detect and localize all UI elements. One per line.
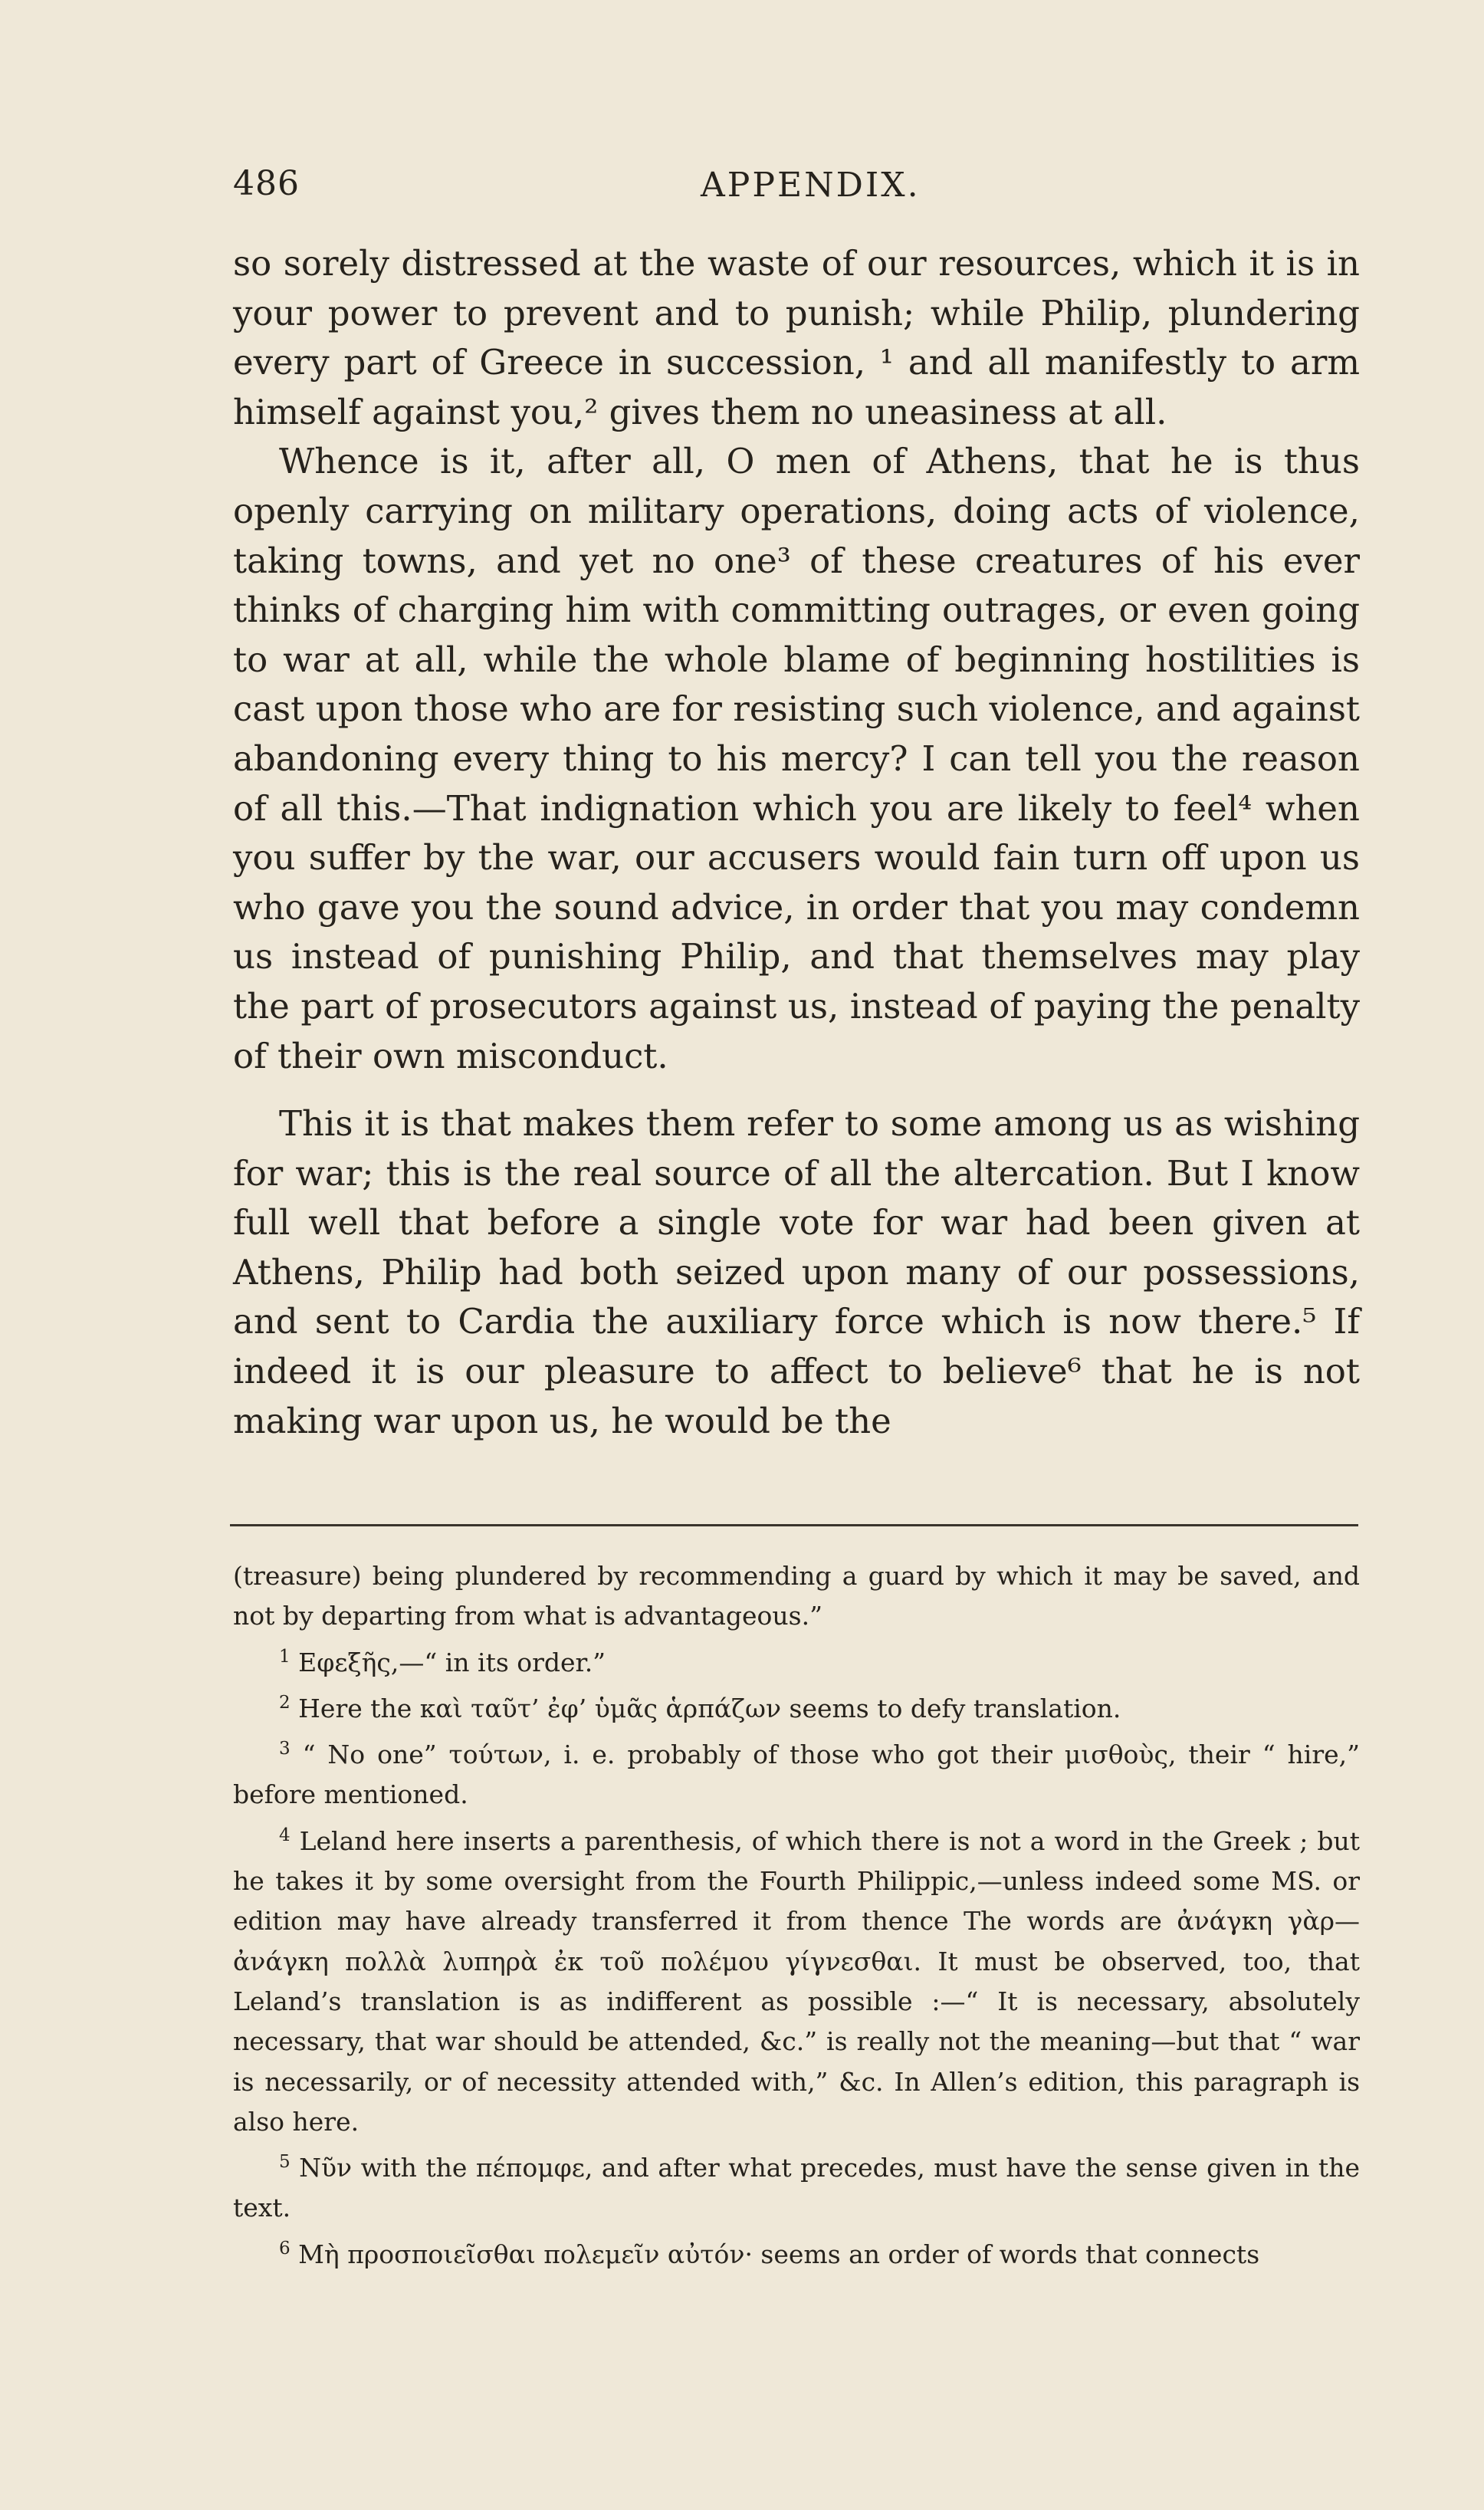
footnote xyxy=(233,1815,1360,2142)
page-header xyxy=(233,164,1360,210)
main-text xyxy=(233,239,1360,1446)
paragraph: so sorely distressed at the waste of our resources, which it is in your power to prevent and to punish; while Philip, plundering every part of Greece in succession, ¹ and all manifestly to arm himself against you,² gives them no uneasiness at all. xyxy=(233,243,1360,432)
footnotes xyxy=(233,1556,1360,2275)
footnote-mark: 2 xyxy=(279,1692,291,1713)
footnote xyxy=(233,1683,1360,1729)
running-title: APPENDIX. xyxy=(701,166,921,205)
footnote-text: “ No one” τούτων, i. e. probably of those who got their μισθοὺς, their “ hire,” before mentioned. xyxy=(233,1740,1360,1810)
footnote-mark: 4 xyxy=(279,1825,291,1845)
footnote xyxy=(233,1729,1360,1815)
footnote-mark: 1 xyxy=(279,1646,291,1667)
footnote xyxy=(233,2142,1360,2229)
footnote-continuation: (treasure) being plundered by recommending a guard by which it may be saved, and not by departing from what is advantageous.” xyxy=(233,1561,1360,1631)
footnote-text: Here the καὶ ταῦτ’ ἐφ’ ὑμᾶς ἁρπάζων seems to defy translation. xyxy=(298,1693,1121,1723)
footnote-mark: 3 xyxy=(279,1739,291,1759)
page-number: 486 xyxy=(233,164,300,203)
footnote-divider xyxy=(230,1524,1358,1526)
footnote-text: Leland here inserts a parenthesis, of which there is not a word in the Greek ; but he takes it by some oversight from the Fourth Philippic,—unless indeed some MS. or edition may have already transferred it from thence The words are ἀνάγκη γὰρ—ἀνάγκη πολλὰ λυπηρὰ ἐκ τοῦ πολέμου γίγνεσθαι. It must be observed, too, that Leland’s translation is as indifferent as possible :—“ It is necessary, absolutely necessary, that war should be attended, &c.” is really not the meaning—but that “ war is necessarily, or of necessity attended with,” &c. In Allen’s edition, this paragraph is also here. xyxy=(233,1825,1360,2137)
footnote xyxy=(233,1637,1360,1683)
footnote-mark: 6 xyxy=(279,2238,291,2259)
footnote-mark: 5 xyxy=(279,2152,291,2173)
footnote-text: Εφεξῆς,—“ in its order.” xyxy=(298,1647,606,1677)
footnote xyxy=(233,2229,1360,2275)
paragraph: Whence is it, after all, O men of Athens, that he is thus openly carrying on military operations, doing acts of violence, taking towns, and yet no one³ of these creatures of his ever thinks of charging him with committing outrages, or even going to war at all, while the whole blame of beginning hostilities is cast upon those who are for resisting such violence, and against abandoning every thing to his mercy? I can tell you the reason of all this.—That indignation which you are likely to feel⁴ when you suffer by the war, our accusers would fain turn off upon us who gave you the sound advice, in order that you may condemn us instead of punishing Philip, and that themselves may play the part of prosecutors against us, instead of paying the penalty of their own misconduct. xyxy=(233,441,1360,1076)
footnote-text: Μὴ προσποιεῖσθαι πολεμεῖν αὐτόν· seems an order of words that connects xyxy=(298,2239,1260,2269)
footnote-text: Νῦν with the πέπομφε, and after what precedes, must have the sense given in the text. xyxy=(233,2153,1360,2223)
paragraph: This it is that makes them refer to some among us as wishing for war; this is the real source of all the altercation. But I know full well that before a single vote for war had been given at Athens, Philip had both seized upon many of our possessions, and sent to Cardia the auxiliary force which is now there.⁵ If indeed it is our pleasure to affect to believe⁶ that he is not making war upon us, he would be the xyxy=(233,1103,1360,1441)
